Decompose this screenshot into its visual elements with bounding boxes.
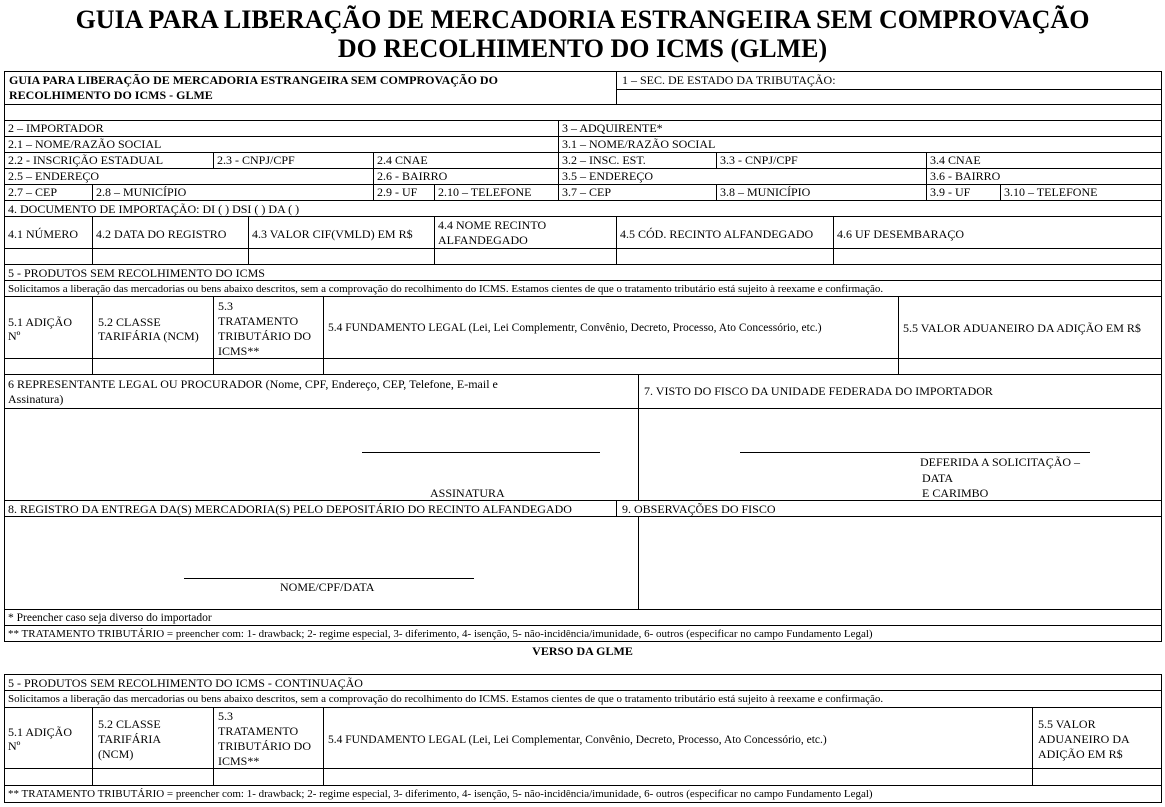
produtos-classe-label-1: 5.2 CLASSE bbox=[98, 315, 161, 329]
note-adquirente: * Preencher caso seja diverso do importador bbox=[8, 612, 212, 624]
continuacao-trat-label-2: TRATAMENTO bbox=[218, 724, 299, 738]
importador-cnae-label: 2.4 CNAE bbox=[377, 153, 428, 167]
adquirente-bairro-label: 3.6 - BAIRRO bbox=[930, 169, 1001, 183]
visto-deferida-label: DEFERIDA A SOLICITAÇÃO – bbox=[920, 455, 1081, 469]
continuacao-trat-label-1: 5.3 bbox=[218, 709, 233, 723]
observacoes-label: 9. OBSERVAÇÕES DO FISCO bbox=[622, 502, 776, 516]
continuacao-classe-label-2: TARIFÁRIA bbox=[98, 732, 162, 746]
page-title-line2: DO RECOLHIMENTO DO ICMS (GLME) bbox=[337, 34, 828, 63]
importador-telefone-label: 2.10 – TELEFONE bbox=[438, 185, 532, 199]
adquirente-inscricao-label: 3.2 – INSC. EST. bbox=[562, 153, 646, 167]
produtos-trat-label-3: TRIBUTÁRIO DO bbox=[218, 329, 311, 343]
importador-municipio-label: 2.8 – MUNICÍPIO bbox=[96, 185, 187, 199]
documento-recinto-nome-label-1: 4.4 NOME RECINTO bbox=[438, 218, 547, 232]
continuacao-fundamento-label: 5.4 FUNDAMENTO LEGAL (Lei, Lei Complementar, Convênio, Decreto, Processo, Ato Concessório, etc.) bbox=[328, 734, 827, 746]
adquirente-section-label: 3 – ADQUIRENTE* bbox=[562, 121, 663, 135]
importador-endereco-label: 2.5 – ENDEREÇO bbox=[8, 169, 99, 183]
continuacao-valor-label-1: 5.5 VALOR bbox=[1038, 717, 1096, 731]
produtos-classe-label-2: TARIFÁRIA (NCM) bbox=[98, 329, 199, 343]
registro-entrega-label: 8. REGISTRO DA ENTREGA DA(S) MERCADORIA(S) PELO DEPOSITÁRIO DO RECINTO ALFANDEGADO bbox=[8, 502, 572, 516]
documento-data-registro-label: 4.2 DATA DO REGISTRO bbox=[96, 227, 227, 241]
adquirente-cep-label: 3.7 – CEP bbox=[562, 185, 612, 199]
visto-carimbo-label: E CARIMBO bbox=[922, 486, 989, 500]
visto-signature-line bbox=[740, 452, 1090, 454]
produtos-trat-label-2: TRATAMENTO bbox=[218, 314, 299, 328]
verso-label: VERSO DA GLME bbox=[532, 644, 633, 658]
visto-data-label: DATA bbox=[922, 471, 954, 485]
box-title-line2: RECOLHIMENTO DO ICMS - GLME bbox=[9, 88, 213, 102]
importador-nome-label: 2.1 – NOME/RAZÃO SOCIAL bbox=[8, 137, 162, 151]
produtos-trat-label-1: 5.3 bbox=[218, 299, 233, 313]
documento-valor-cif-label: 4.3 VALOR CIF(VMLD) EM R$ bbox=[252, 227, 413, 241]
produtos-valor-label: 5.5 VALOR ADUANEIRO DA ADIÇÃO EM R$ bbox=[903, 321, 1141, 335]
continuacao-valor-label-3: ADIÇÃO EM R$ bbox=[1038, 747, 1123, 761]
importador-inscricao-label: 2.2 - INSCRIÇÃO ESTADUAL bbox=[8, 153, 164, 167]
adquirente-cnae-label: 3.4 CNAE bbox=[930, 153, 981, 167]
page-title-line1: GUIA PARA LIBERAÇÃO DE MERCADORIA ESTRANGEIRA SEM COMPROVAÇÃO bbox=[75, 5, 1090, 34]
box-title-line1: GUIA PARA LIBERAÇÃO DE MERCADORIA ESTRANGEIRA SEM COMPROVAÇÃO DO bbox=[9, 73, 498, 87]
continuacao-classe-label-3: (NCM) bbox=[98, 747, 134, 761]
adquirente-telefone-label: 3.10 – TELEFONE bbox=[1004, 185, 1098, 199]
continuacao-trat-label-4: ICMS** bbox=[218, 754, 260, 768]
produtos-trat-label-4: ICMS** bbox=[218, 344, 260, 358]
documento-recinto-nome-label-2: ALFANDEGADO bbox=[438, 233, 528, 247]
importador-cnpj-label: 2.3 - CNPJ/CPF bbox=[217, 153, 295, 167]
representante-label-2: Assinatura) bbox=[8, 392, 64, 406]
adquirente-municipio-label: 3.8 – MUNICÍPIO bbox=[720, 185, 811, 199]
continuacao-valor-label-2: ADUANEIRO DA bbox=[1038, 732, 1130, 746]
adquirente-endereco-label: 3.5 – ENDEREÇO bbox=[562, 169, 653, 183]
produtos-adicao-label-1: 5.1 ADIÇÃO bbox=[8, 315, 73, 329]
documento-uf-desembaraco-label: 4.6 UF DESEMBARAÇO bbox=[837, 227, 965, 241]
documento-recinto-cod-label: 4.5 CÓD. RECINTO ALFANDEGADO bbox=[620, 227, 814, 241]
documento-section-label: 4. DOCUMENTO DE IMPORTAÇÃO: DI ( ) DSI ( ) DA ( ) bbox=[8, 202, 300, 216]
registro-nome-cpf-label: NOME/CPF/DATA bbox=[280, 580, 375, 594]
documento-numero-label: 4.1 NÚMERO bbox=[8, 227, 79, 241]
visto-label: 7. VISTO DO FISCO DA UNIDADE FEDERADA DO IMPORTADOR bbox=[644, 384, 993, 398]
produtos-section-label: 5 - PRODUTOS SEM RECOLHIMENTO DO ICMS bbox=[8, 266, 265, 280]
importador-uf-label: 2.9 - UF bbox=[377, 185, 418, 199]
continuacao-adicao-label-1: 5.1 ADIÇÃO bbox=[8, 725, 73, 739]
importador-section-label: 2 – IMPORTADOR bbox=[8, 121, 104, 135]
note-tratamento: ** TRATAMENTO TRIBUTÁRIO = preencher com: 1- drawback; 2- regime especial, 3- diferimento, 4- isenção, 5- não-incidência/imunidade, 6- outros (especificar no campo Fundamento Legal) bbox=[8, 628, 873, 640]
produtos-solicitamos-text: Solicitamos a liberação das mercadorias ou bens abaixo descritos, sem a comprovação do recolhimento do ICMS. Estamos cientes de que o tratamento tributário está sujeito à reexame e confirmação. bbox=[8, 283, 884, 295]
continuacao-adicao-label-2: Nº bbox=[8, 739, 21, 753]
sec-estado-field[interactable] bbox=[618, 90, 1160, 103]
sec-estado-label: 1 – SEC. DE ESTADO DA TRIBUTAÇÃO: bbox=[622, 73, 836, 87]
representante-label-1: 6 REPRESENTANTE LEGAL OU PROCURADOR (Nome, CPF, Endereço, CEP, Telefone, E-mail e bbox=[8, 377, 498, 391]
adquirente-cnpj-label: 3.3 - CNPJ/CPF bbox=[720, 153, 798, 167]
adquirente-nome-label: 3.1 – NOME/RAZÃO SOCIAL bbox=[562, 137, 716, 151]
representante-assinatura-label: ASSINATURA bbox=[430, 486, 505, 500]
continuacao-solicitamos-text: Solicitamos a liberação das mercadorias ou bens abaixo descritos, sem a comprovação do recolhimento do ICMS. Estamos cientes de que o tratamento tributário está sujeito à reexame e confirmação. bbox=[8, 693, 884, 705]
produtos-fundamento-label: 5.4 FUNDAMENTO LEGAL (Lei, Lei Complementr, Convênio, Decreto, Processo, Ato Concessório, etc.) bbox=[328, 322, 822, 334]
adquirente-uf-label: 3.9 - UF bbox=[930, 185, 971, 199]
continuacao-note-tratamento: ** TRATAMENTO TRIBUTÁRIO = preencher com: 1- drawback; 2- regime especial, 3- diferimento, 4- isenção, 5- não-incidência/imunidade, 6- outros (especificar no campo Fundamento Legal) bbox=[8, 788, 873, 800]
representante-signature-line bbox=[362, 452, 600, 454]
continuacao-section-label: 5 - PRODUTOS SEM RECOLHIMENTO DO ICMS - CONTINUAÇÃO bbox=[8, 676, 363, 690]
importador-cep-label: 2.7 – CEP bbox=[8, 185, 58, 199]
importador-bairro-label: 2.6 - BAIRRO bbox=[377, 169, 448, 183]
continuacao-trat-label-3: TRIBUTÁRIO DO bbox=[218, 739, 311, 753]
continuacao-classe-label-1: 5.2 CLASSE bbox=[98, 717, 161, 731]
produtos-adicao-label-2: Nº bbox=[8, 329, 21, 343]
